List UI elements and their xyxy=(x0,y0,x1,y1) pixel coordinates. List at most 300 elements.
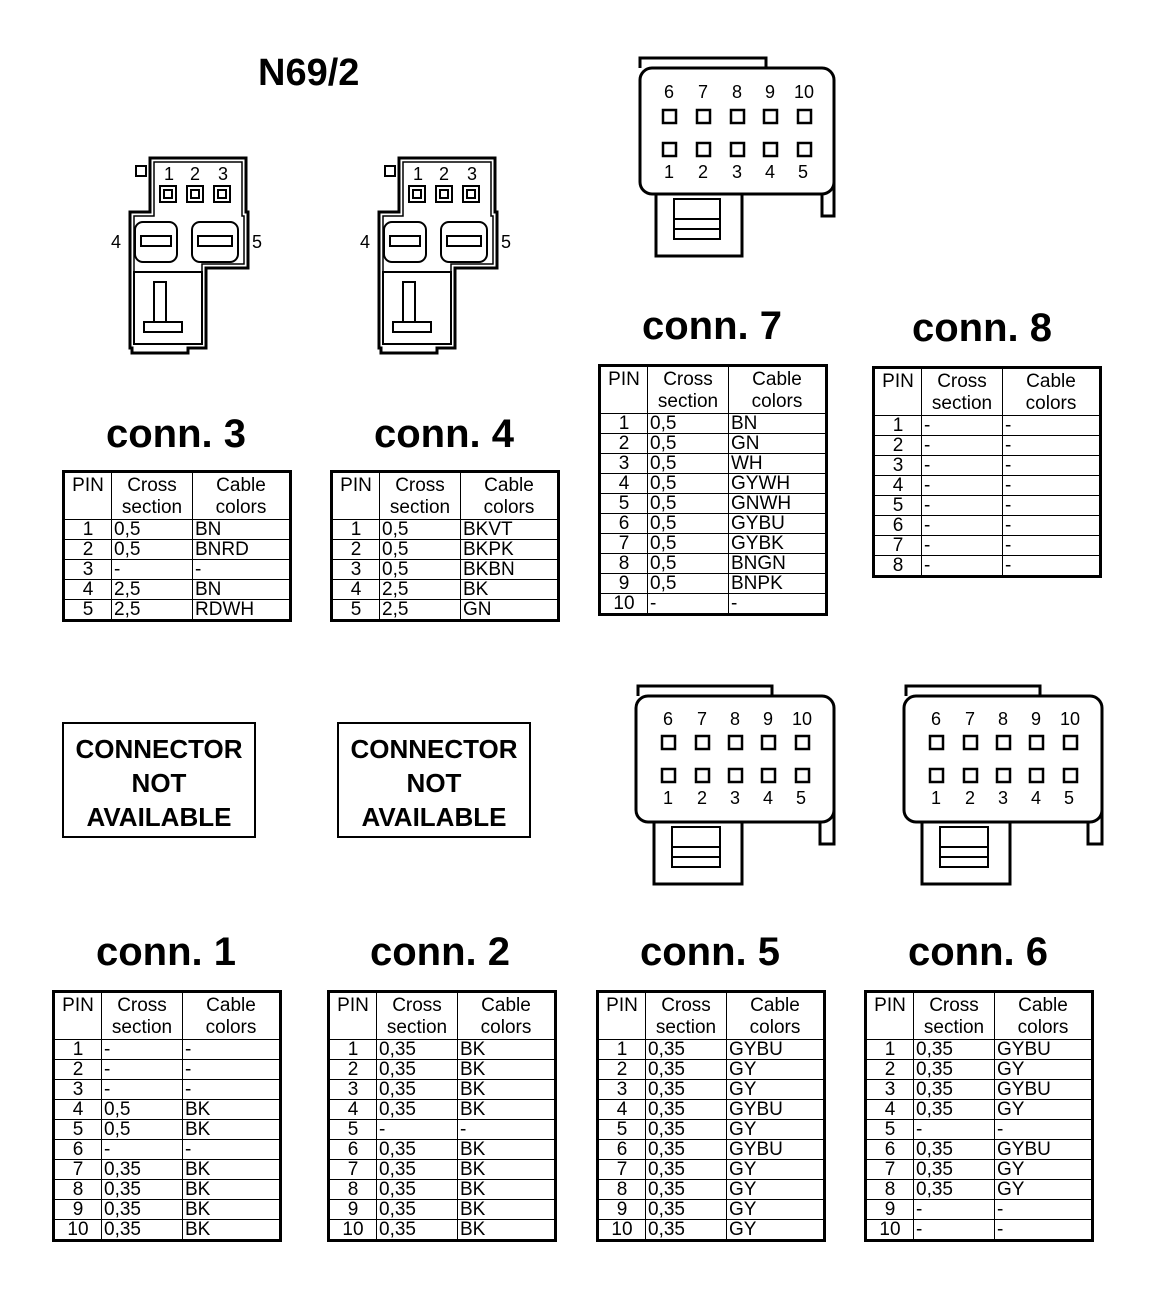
table-row xyxy=(598,1080,825,1100)
cross-section-cell: 0,35 xyxy=(914,1140,995,1160)
table-header-row xyxy=(874,368,1101,416)
pin-label-7: 7 xyxy=(698,82,709,102)
cross-section-cell: 0,35 xyxy=(646,1120,727,1140)
cross-section-cell: - xyxy=(102,1060,183,1080)
cross-section-cell: 0,35 xyxy=(377,1160,458,1180)
cable-color-cell: RDWH xyxy=(193,600,291,621)
cross-section-cell: 0,5 xyxy=(112,520,193,540)
pin-label-2: 2 xyxy=(965,788,976,808)
cross-section-cell: - xyxy=(112,560,193,580)
cross-section-cell: 0,5 xyxy=(380,560,461,580)
pin-cell: 4 xyxy=(598,1100,646,1120)
cross-section-cell: - xyxy=(922,436,1003,456)
table-row xyxy=(54,1060,281,1080)
table-row xyxy=(866,1200,1093,1220)
cross-section-cell: 0,5 xyxy=(648,474,729,494)
table-header-row xyxy=(64,472,291,520)
cable-color-cell: GN xyxy=(729,434,827,454)
cable-color-cell: BNRD xyxy=(193,540,291,560)
cross-section-cell: 0,35 xyxy=(646,1220,727,1241)
pin-cell: 7 xyxy=(600,534,648,554)
cable-colors-header: Cable colors xyxy=(458,992,556,1040)
cable-color-cell: BKBN xyxy=(461,560,559,580)
cable-color-cell: - xyxy=(1003,416,1101,436)
pin-label-6: 6 xyxy=(931,709,942,729)
cross-section-cell: 0,35 xyxy=(646,1040,727,1060)
pin-header: PIN xyxy=(866,992,914,1040)
pin-label-9: 9 xyxy=(765,82,776,102)
cable-color-cell: GY xyxy=(727,1220,825,1241)
pin-header: PIN xyxy=(64,472,112,520)
pin-cell: 10 xyxy=(54,1220,102,1241)
cross-section-cell: 0,35 xyxy=(377,1140,458,1160)
cable-color-cell: GY xyxy=(995,1100,1093,1120)
pin-cell: 6 xyxy=(874,516,922,536)
pin-label-3: 3 xyxy=(998,788,1009,808)
cable-color-cell: BK xyxy=(461,580,559,600)
table-row xyxy=(600,554,827,574)
cross-section-cell: 0,35 xyxy=(646,1160,727,1180)
cable-colors-header: Cable colors xyxy=(995,992,1093,1040)
pin-cell: 5 xyxy=(600,494,648,514)
cable-color-cell: - xyxy=(995,1220,1093,1241)
cross-section-cell: - xyxy=(914,1220,995,1241)
cross-section-cell: 0,5 xyxy=(648,494,729,514)
pin-cell: 10 xyxy=(866,1220,914,1241)
cross-section-cell: - xyxy=(922,556,1003,577)
cross-section-cell: 0,5 xyxy=(648,434,729,454)
cable-color-cell: BNGN xyxy=(729,554,827,574)
table-row xyxy=(600,474,827,494)
table-row xyxy=(329,1100,556,1120)
pin-cell: 1 xyxy=(329,1040,377,1060)
table-row xyxy=(329,1060,556,1080)
pin-cell: 1 xyxy=(332,520,380,540)
cable-color-cell: BN xyxy=(729,414,827,434)
cable-color-cell: BK xyxy=(183,1160,281,1180)
pin-label-10: 10 xyxy=(794,82,815,102)
cross-section-cell: 0,5 xyxy=(648,554,729,574)
pin-cell: 1 xyxy=(866,1040,914,1060)
pin-label-10: 10 xyxy=(1060,709,1081,729)
pin-cell: 4 xyxy=(329,1100,377,1120)
connector-2-not-available xyxy=(337,722,531,838)
pin-header: PIN xyxy=(598,992,646,1040)
cable-color-cell: GYBU xyxy=(995,1080,1093,1100)
cable-color-cell: - xyxy=(995,1200,1093,1220)
pin-header: PIN xyxy=(54,992,102,1040)
pin-cell: 5 xyxy=(598,1120,646,1140)
pin-label-1: 1 xyxy=(413,164,424,184)
cross-section-cell: - xyxy=(922,416,1003,436)
cable-color-cell: BK xyxy=(183,1220,281,1241)
table-row xyxy=(874,536,1101,556)
pin-label-4: 4 xyxy=(765,162,776,182)
cross-section-cell: 0,35 xyxy=(914,1040,995,1060)
cross-section-cell: 0,5 xyxy=(102,1120,183,1140)
table-row xyxy=(332,520,559,540)
pin-cell: 5 xyxy=(329,1120,377,1140)
conn-5-title: conn. 5 xyxy=(639,930,781,974)
cable-color-cell: GNWH xyxy=(729,494,827,514)
cross-section-header: Cross section xyxy=(112,472,193,520)
cable-color-cell: - xyxy=(183,1140,281,1160)
table-row xyxy=(329,1040,556,1060)
cable-color-cell: GY xyxy=(995,1160,1093,1180)
cross-section-cell: - xyxy=(102,1040,183,1060)
table-header-row xyxy=(866,992,1093,1040)
cable-colors-header: Cable colors xyxy=(461,472,559,520)
cross-section-cell: 0,35 xyxy=(646,1060,727,1080)
pin-cell: 1 xyxy=(874,416,922,436)
cross-section-cell: 0,35 xyxy=(102,1220,183,1241)
cable-color-cell: - xyxy=(183,1040,281,1060)
na-line-1: CONNECTOR xyxy=(350,734,518,764)
table-row xyxy=(866,1220,1093,1241)
table-row xyxy=(54,1040,281,1060)
cross-section-cell: 0,35 xyxy=(646,1100,727,1120)
connector-1-not-available xyxy=(62,722,256,838)
table-row xyxy=(54,1200,281,1220)
conn-8-title: conn. 8 xyxy=(911,306,1053,350)
cable-color-cell: - xyxy=(1003,456,1101,476)
cross-section-header: Cross section xyxy=(380,472,461,520)
cable-color-cell: GYBU xyxy=(729,514,827,534)
pin-cell: 10 xyxy=(600,594,648,615)
pin-label-7: 7 xyxy=(965,709,976,729)
cross-section-cell: 2,5 xyxy=(112,580,193,600)
pin-cell: 4 xyxy=(64,580,112,600)
cross-section-cell: - xyxy=(922,496,1003,516)
pin-cell: 7 xyxy=(329,1160,377,1180)
cable-color-cell: BK xyxy=(458,1220,556,1241)
table-row xyxy=(600,574,827,594)
cable-color-cell: BK xyxy=(458,1060,556,1080)
cable-color-cell: GY xyxy=(727,1080,825,1100)
cable-color-cell: - xyxy=(1003,436,1101,456)
conn-1-table xyxy=(52,990,282,1242)
pin-cell: 5 xyxy=(64,600,112,621)
pin-cell: 6 xyxy=(866,1140,914,1160)
cable-color-cell: WH xyxy=(729,454,827,474)
connector-6-drawing xyxy=(902,682,1112,892)
pin-cell: 4 xyxy=(600,474,648,494)
pin-cell: 3 xyxy=(600,454,648,474)
cable-color-cell: - xyxy=(1003,496,1101,516)
pin-cell: 10 xyxy=(329,1220,377,1241)
pin-label-2: 2 xyxy=(439,164,450,184)
pin-cell: 2 xyxy=(332,540,380,560)
cross-section-cell: 0,5 xyxy=(112,540,193,560)
pin-label-2: 2 xyxy=(190,164,201,184)
pin-label-4: 4 xyxy=(111,232,122,252)
table-header-row xyxy=(54,992,281,1040)
cable-color-cell: - xyxy=(1003,476,1101,496)
cross-section-cell: 0,35 xyxy=(914,1160,995,1180)
cable-colors-header: Cable colors xyxy=(193,472,291,520)
pin-cell: 5 xyxy=(874,496,922,516)
cable-color-cell: BNPK xyxy=(729,574,827,594)
pin-label-3: 3 xyxy=(732,162,743,182)
pin-cell: 2 xyxy=(874,436,922,456)
cable-color-cell: - xyxy=(183,1080,281,1100)
pin-label-2: 2 xyxy=(698,162,709,182)
cross-section-cell: 0,5 xyxy=(380,520,461,540)
pin-label-5: 5 xyxy=(501,232,512,252)
conn-7-title: conn. 7 xyxy=(641,304,783,348)
table-row xyxy=(600,534,827,554)
cross-section-cell: 0,5 xyxy=(648,414,729,434)
connector-3-drawing xyxy=(108,150,278,360)
table-row xyxy=(598,1040,825,1060)
cable-color-cell: - xyxy=(458,1120,556,1140)
table-row xyxy=(874,496,1101,516)
cross-section-cell: 0,35 xyxy=(102,1180,183,1200)
pin-header: PIN xyxy=(600,366,648,414)
table-row xyxy=(866,1080,1093,1100)
pin-cell: 8 xyxy=(600,554,648,574)
pin-cell: 4 xyxy=(54,1100,102,1120)
conn-8-table xyxy=(872,366,1102,578)
cable-color-cell: BK xyxy=(458,1140,556,1160)
table-row xyxy=(329,1120,556,1140)
conn-7-table xyxy=(598,364,828,616)
table-row xyxy=(866,1060,1093,1080)
pin-cell: 3 xyxy=(874,456,922,476)
cable-color-cell: BK xyxy=(458,1200,556,1220)
cable-color-cell: GY xyxy=(727,1160,825,1180)
cable-color-cell: - xyxy=(995,1120,1093,1140)
table-row xyxy=(874,556,1101,577)
pin-cell: 8 xyxy=(598,1180,646,1200)
table-row xyxy=(874,476,1101,496)
cable-color-cell: BK xyxy=(183,1200,281,1220)
conn-3-table xyxy=(62,470,292,622)
table-row xyxy=(64,560,291,580)
na-line-3: AVAILABLE xyxy=(86,802,232,832)
pin-cell: 1 xyxy=(54,1040,102,1060)
pin-label-5: 5 xyxy=(796,788,807,808)
connector-5-drawing xyxy=(634,682,844,892)
table-row xyxy=(64,540,291,560)
cross-section-cell: 2,5 xyxy=(380,600,461,621)
pin-cell: 6 xyxy=(329,1140,377,1160)
table-row xyxy=(874,516,1101,536)
cable-color-cell: GY xyxy=(727,1180,825,1200)
table-row xyxy=(332,600,559,621)
cross-section-header: Cross section xyxy=(377,992,458,1040)
cable-colors-header: Cable colors xyxy=(729,366,827,414)
cable-color-cell: BK xyxy=(458,1100,556,1120)
pin-label-1: 1 xyxy=(931,788,942,808)
cross-section-cell: 0,35 xyxy=(914,1100,995,1120)
table-row xyxy=(329,1140,556,1160)
cross-section-header: Cross section xyxy=(922,368,1003,416)
cross-section-cell: 0,35 xyxy=(377,1180,458,1200)
pin-cell: 2 xyxy=(598,1060,646,1080)
table-row xyxy=(54,1120,281,1140)
pin-label-1: 1 xyxy=(164,164,175,184)
pin-cell: 7 xyxy=(54,1160,102,1180)
pin-cell: 1 xyxy=(600,414,648,434)
cross-section-cell: - xyxy=(377,1120,458,1140)
pin-cell: 5 xyxy=(332,600,380,621)
cable-color-cell: GY xyxy=(727,1120,825,1140)
pin-label-5: 5 xyxy=(252,232,263,252)
cross-section-cell: 0,35 xyxy=(914,1060,995,1080)
pin-cell: 8 xyxy=(874,556,922,577)
na-line-2: NOT xyxy=(406,768,462,798)
cable-color-cell: BN xyxy=(193,520,291,540)
cross-section-cell: 0,5 xyxy=(102,1100,183,1120)
pin-cell: 8 xyxy=(54,1180,102,1200)
table-row xyxy=(874,436,1101,456)
cross-section-cell: 0,35 xyxy=(914,1180,995,1200)
pin-cell: 9 xyxy=(598,1200,646,1220)
table-row xyxy=(54,1220,281,1241)
conn-4-table xyxy=(330,470,560,622)
cable-color-cell: GYBU xyxy=(995,1040,1093,1060)
pin-cell: 7 xyxy=(598,1160,646,1180)
connector-7-drawing xyxy=(636,54,846,264)
pin-label-8: 8 xyxy=(732,82,743,102)
pin-label-2: 2 xyxy=(697,788,708,808)
pin-cell: 4 xyxy=(874,476,922,496)
table-row xyxy=(600,494,827,514)
pin-cell: 3 xyxy=(332,560,380,580)
conn-2-title: conn. 2 xyxy=(369,930,511,974)
table-row xyxy=(866,1180,1093,1200)
pin-cell: 9 xyxy=(866,1200,914,1220)
table-row xyxy=(600,514,827,534)
pin-cell: 2 xyxy=(600,434,648,454)
pin-cell: 3 xyxy=(329,1080,377,1100)
table-row xyxy=(64,600,291,621)
cable-color-cell: GYBU xyxy=(727,1040,825,1060)
table-row xyxy=(598,1220,825,1241)
pin-label-8: 8 xyxy=(998,709,1009,729)
table-header-row xyxy=(332,472,559,520)
table-row xyxy=(54,1180,281,1200)
pin-cell: 8 xyxy=(329,1180,377,1200)
cable-color-cell: GN xyxy=(461,600,559,621)
connector-4-drawing xyxy=(357,150,527,360)
table-row xyxy=(329,1220,556,1241)
cable-color-cell: BK xyxy=(458,1040,556,1060)
cable-color-cell: GYBU xyxy=(727,1100,825,1120)
na-line-2: NOT xyxy=(131,768,187,798)
pin-label-7: 7 xyxy=(697,709,708,729)
cross-section-cell: - xyxy=(922,456,1003,476)
conn-6-title: conn. 6 xyxy=(907,930,1049,974)
table-row xyxy=(54,1100,281,1120)
pin-cell: 1 xyxy=(598,1040,646,1060)
conn-1-title: conn. 1 xyxy=(95,930,237,974)
pin-label-9: 9 xyxy=(763,709,774,729)
conn-5-table xyxy=(596,990,826,1242)
cross-section-cell: 0,35 xyxy=(102,1200,183,1220)
pin-cell: 2 xyxy=(866,1060,914,1080)
table-row xyxy=(329,1160,556,1180)
table-row xyxy=(600,594,827,615)
cross-section-cell: 0,5 xyxy=(648,574,729,594)
cable-color-cell: - xyxy=(729,594,827,615)
cable-color-cell: GYBU xyxy=(995,1140,1093,1160)
cross-section-cell: - xyxy=(102,1080,183,1100)
cross-section-cell: 0,35 xyxy=(377,1060,458,1080)
pin-cell: 2 xyxy=(54,1060,102,1080)
cross-section-cell: 0,35 xyxy=(646,1080,727,1100)
cross-section-cell: - xyxy=(914,1200,995,1220)
table-row xyxy=(866,1160,1093,1180)
pin-cell: 9 xyxy=(600,574,648,594)
cable-color-cell: GY xyxy=(995,1180,1093,1200)
conn-6-table xyxy=(864,990,1094,1242)
cross-section-cell: 0,35 xyxy=(377,1040,458,1060)
cross-section-header: Cross section xyxy=(646,992,727,1040)
pin-cell: 9 xyxy=(54,1200,102,1220)
conn-3-title: conn. 3 xyxy=(105,412,247,456)
pin-cell: 5 xyxy=(866,1120,914,1140)
cable-color-cell: GYBU xyxy=(727,1140,825,1160)
table-row xyxy=(866,1140,1093,1160)
table-row xyxy=(600,414,827,434)
cross-section-cell: 0,35 xyxy=(646,1200,727,1220)
table-row xyxy=(54,1080,281,1100)
pin-label-9: 9 xyxy=(1031,709,1042,729)
cross-section-cell: 2,5 xyxy=(380,580,461,600)
pin-cell: 7 xyxy=(874,536,922,556)
cross-section-cell: 0,35 xyxy=(377,1200,458,1220)
table-row xyxy=(64,580,291,600)
table-row xyxy=(598,1100,825,1120)
pin-header: PIN xyxy=(874,368,922,416)
cross-section-cell: 2,5 xyxy=(112,600,193,621)
pin-cell: 6 xyxy=(598,1140,646,1160)
table-header-row xyxy=(598,992,825,1040)
cross-section-cell: 0,35 xyxy=(914,1080,995,1100)
cable-color-cell: BK xyxy=(458,1080,556,1100)
cable-color-cell: GYWH xyxy=(729,474,827,494)
cross-section-cell: - xyxy=(648,594,729,615)
cross-section-header: Cross section xyxy=(102,992,183,1040)
cable-color-cell: - xyxy=(1003,536,1101,556)
cross-section-cell: - xyxy=(922,476,1003,496)
cable-color-cell: GY xyxy=(727,1200,825,1220)
pin-header: PIN xyxy=(329,992,377,1040)
cable-colors-header: Cable colors xyxy=(183,992,281,1040)
cable-color-cell: BK xyxy=(183,1180,281,1200)
table-row xyxy=(598,1180,825,1200)
table-row xyxy=(598,1120,825,1140)
cross-section-cell: - xyxy=(922,516,1003,536)
pin-cell: 4 xyxy=(866,1100,914,1120)
cross-section-cell: - xyxy=(102,1140,183,1160)
pin-label-1: 1 xyxy=(664,162,675,182)
cable-colors-header: Cable colors xyxy=(727,992,825,1040)
cable-color-cell: GY xyxy=(727,1060,825,1080)
pin-label-6: 6 xyxy=(664,82,675,102)
conn-2-table xyxy=(327,990,557,1242)
cable-color-cell: - xyxy=(183,1060,281,1080)
cable-color-cell: BK xyxy=(458,1180,556,1200)
pin-cell: 3 xyxy=(54,1080,102,1100)
table-row xyxy=(329,1180,556,1200)
table-row xyxy=(54,1140,281,1160)
pin-cell: 3 xyxy=(64,560,112,580)
table-row xyxy=(598,1200,825,1220)
pin-label-6: 6 xyxy=(663,709,674,729)
